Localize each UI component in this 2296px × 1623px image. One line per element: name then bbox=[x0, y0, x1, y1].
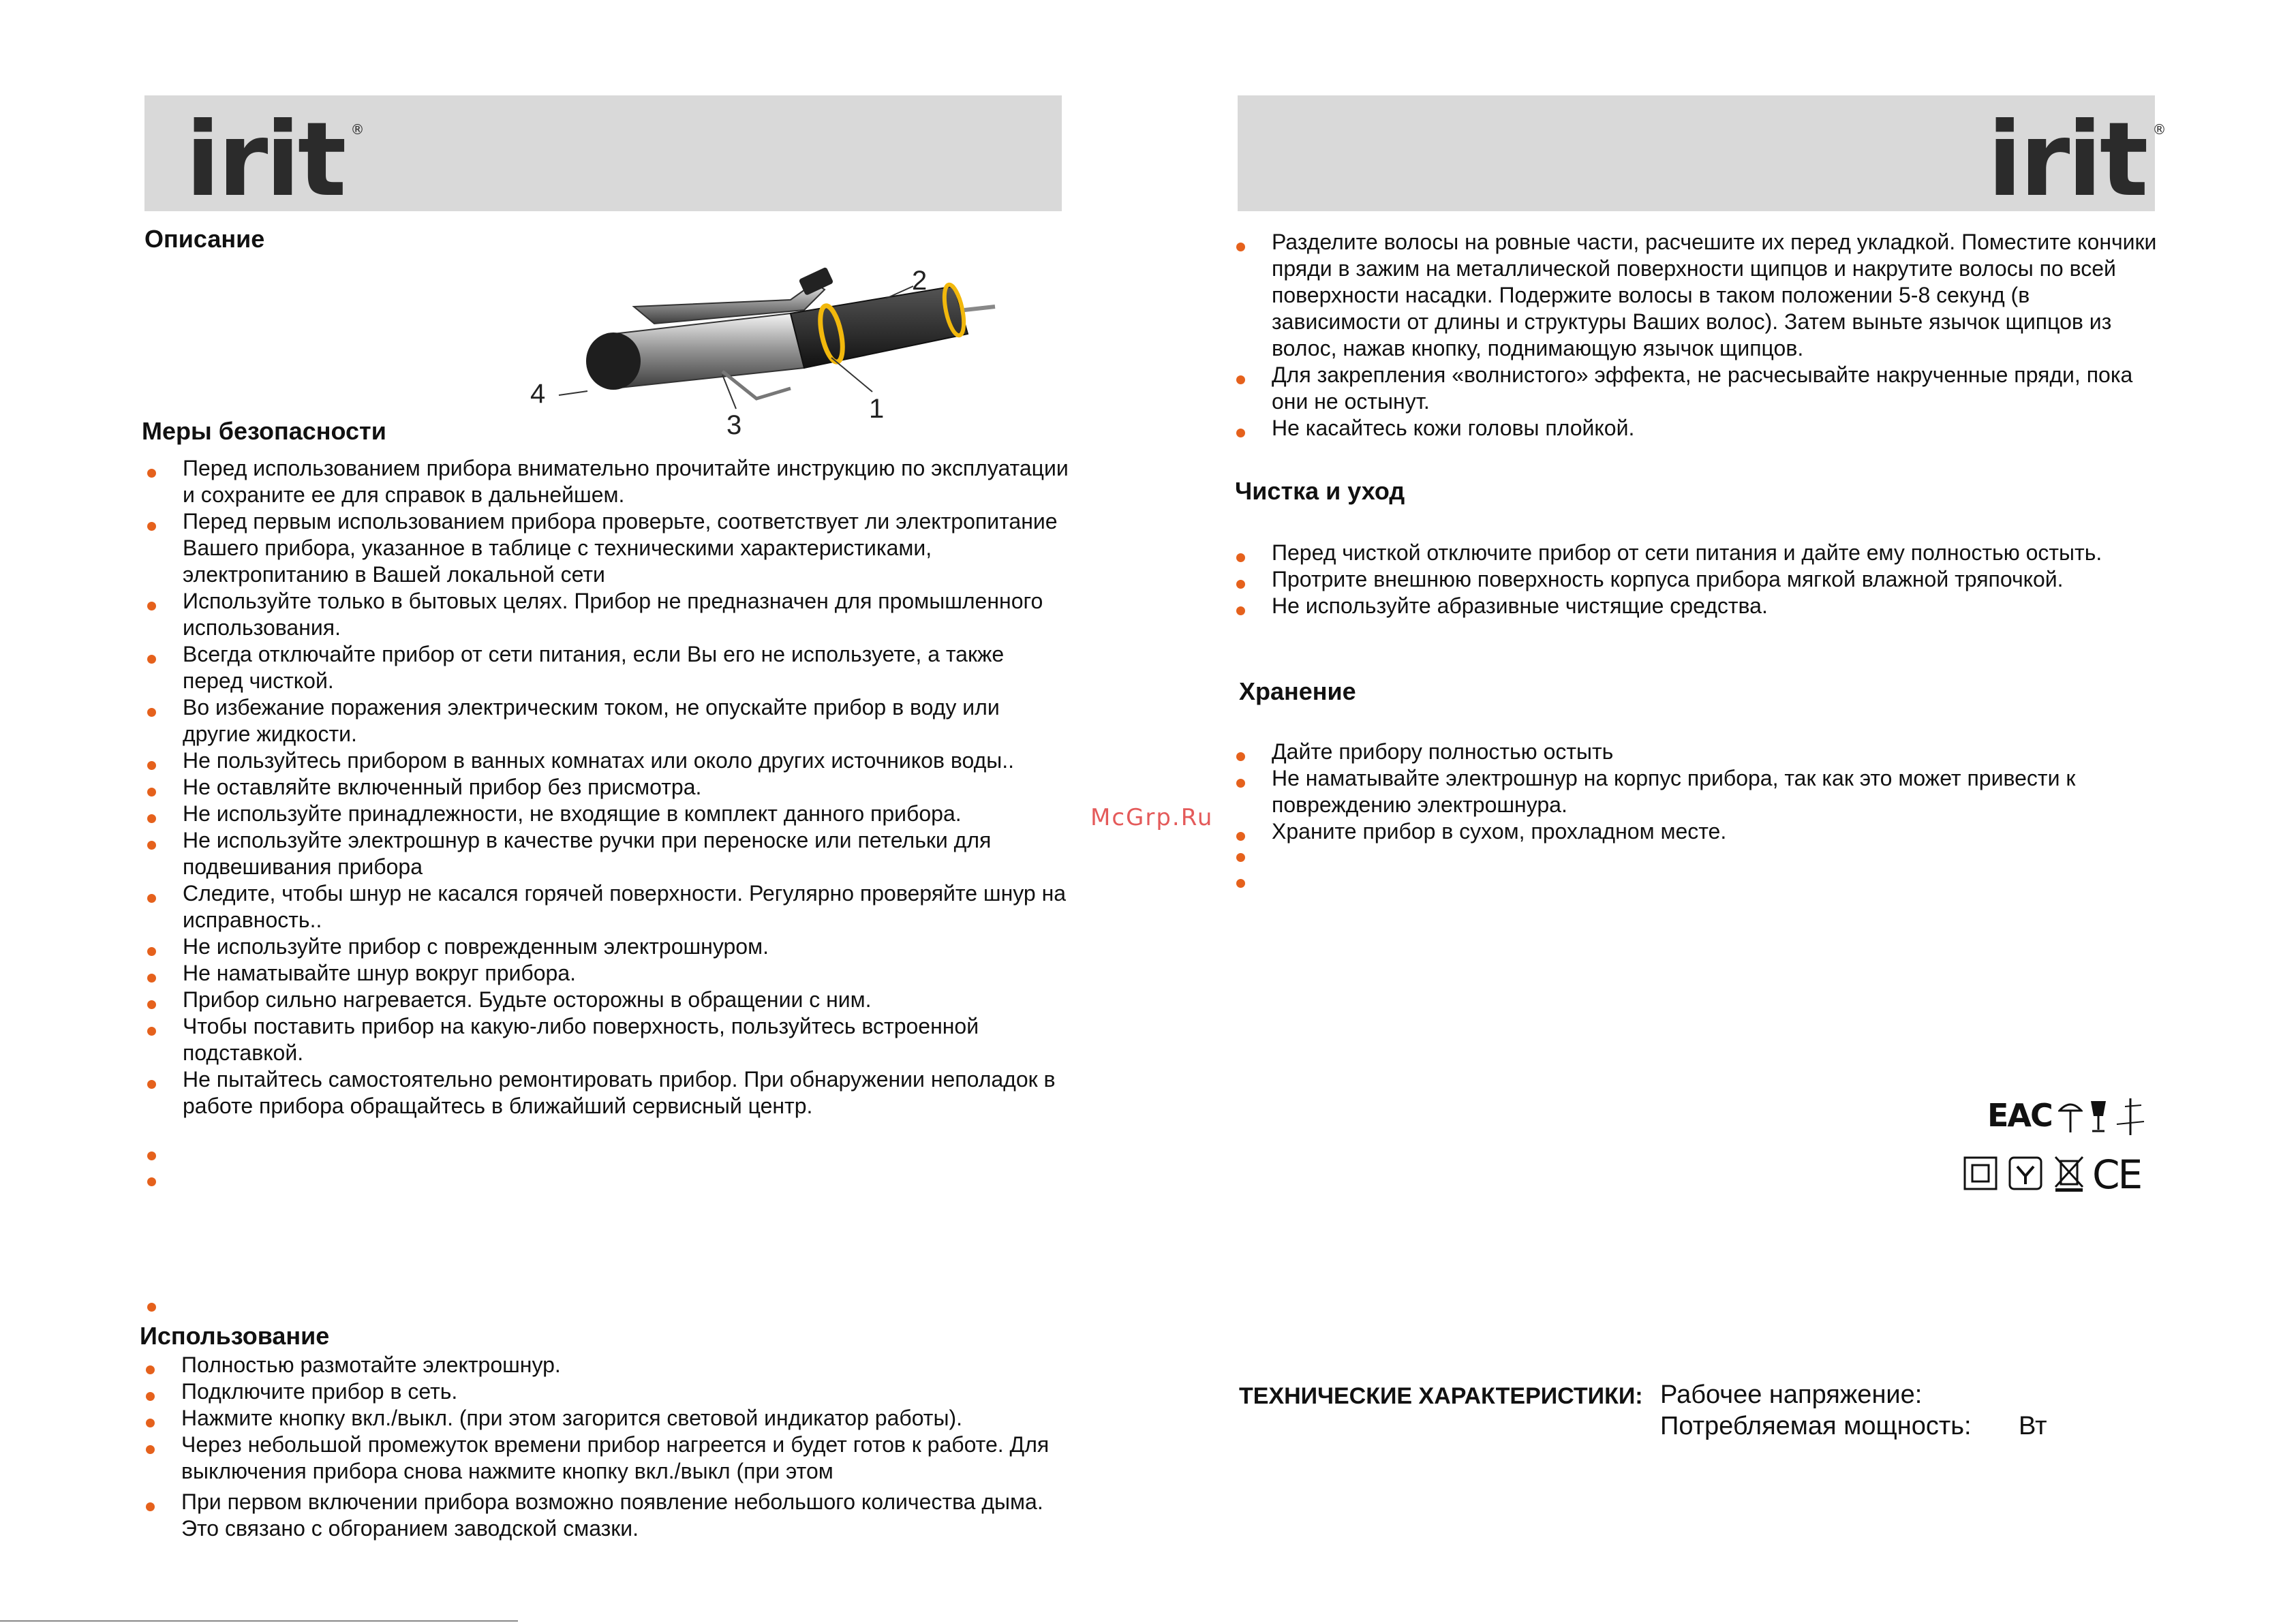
list-item: Прибор сильно нагревается. Будьте осторожны в обращении с ним. bbox=[183, 987, 1069, 1013]
list-item: Дайте прибору полностью остыть bbox=[1272, 739, 2158, 765]
list-item: При первом включении прибора возможно появление небольшого количества дыма. Это связано с обгоранием заводской смазки. bbox=[181, 1489, 1067, 1542]
empty-bullet bbox=[147, 1303, 156, 1312]
list-item: Перед чисткой отключите прибор от сети питания и дайте ему полностью остыть. bbox=[1272, 540, 2158, 566]
list-item: Не наматывайте шнур вокруг прибора. bbox=[183, 960, 1069, 987]
list-item: Не используйте абразивные чистящие средства. bbox=[1272, 593, 2158, 619]
callout-2: 2 bbox=[912, 266, 928, 296]
list-item: Не используйте электрошнур в качестве ручки при переноске или петельки для подвешивания прибора bbox=[183, 827, 1069, 880]
styling-list bbox=[1272, 229, 2158, 442]
list-item: Через небольшой промежуток времени прибор нагреется и будет готов к работе. Для выключения прибора снова нажмите кнопку вкл./выкл (при этом bbox=[181, 1432, 1067, 1485]
list-item: Храните прибор в сухом, прохладном месте. bbox=[1272, 818, 2158, 845]
temperature-icon bbox=[2114, 1097, 2148, 1138]
list-item: Нажмите кнопку вкл./выкл. (при этом загорится световой индикатор работы). bbox=[181, 1405, 1067, 1432]
double-insulation-icon bbox=[1963, 1156, 1998, 1191]
callout-4: 4 bbox=[530, 379, 546, 409]
list-item: Используйте только в бытовых целях. Прибор не предназначен для промышленного использования. bbox=[183, 588, 1069, 641]
safety-heading: Меры безопасности bbox=[142, 417, 386, 445]
cleaning-heading: Чистка и уход bbox=[1235, 477, 1405, 505]
list-item: Подключите прибор в сеть. bbox=[181, 1378, 1067, 1405]
empty-bullet bbox=[1236, 879, 1245, 888]
safety-list bbox=[183, 455, 1069, 1119]
specs-heading: ТЕХНИЧЕСКИЕ ХАРАКТЕРИСТИКИ: bbox=[1239, 1383, 1643, 1409]
ce-mark: CE bbox=[2092, 1151, 2141, 1198]
list-item: Не касайтесь кожи головы плойкой. bbox=[1272, 415, 2158, 442]
empty-bullet bbox=[147, 1177, 156, 1186]
fragile-glass-icon bbox=[2088, 1098, 2109, 1135]
list-item: Полностью размотайте электрошнур. bbox=[181, 1352, 1067, 1378]
weee-bin-icon bbox=[2053, 1154, 2085, 1192]
certification-marks bbox=[1963, 1097, 2154, 1199]
list-item: Во избежание поражения электрическим током, не опускайте прибор в воду или другие жидкости. bbox=[183, 694, 1069, 747]
voltage-label: Рабочее напряжение: bbox=[1660, 1380, 1923, 1409]
storage-list bbox=[1272, 739, 2158, 845]
storage-heading: Хранение bbox=[1239, 677, 1356, 705]
watermark: McGrp.Ru bbox=[1090, 804, 1214, 831]
list-item: Разделите волосы на ровные части, расчешите их перед укладкой. Поместите кончики пряди в зажим на металлической поверхности щипцов и накрутите волосы по всей поверхности насадки. Подержите волосы в таком положении 5-8 секунд (в зависимости от длины и структуры Ваших волос). Затем выньте язычок щипцов из волос, нажав кнопку, поднимающую язычок щипцов. bbox=[1272, 230, 2157, 360]
description-heading: Описание bbox=[144, 225, 265, 253]
list-item: Не пытайтесь самостоятельно ремонтировать прибор. При обнаружении неполадок в работе прибора обращайтесь в ближайший сервисный центр. bbox=[183, 1066, 1069, 1119]
brand-logo-left: irit ® bbox=[185, 101, 365, 219]
umbrella-icon bbox=[2058, 1098, 2083, 1135]
power-label: Потребляемая мощность: bbox=[1660, 1412, 1972, 1440]
callout-3: 3 bbox=[726, 410, 742, 440]
empty-bullet bbox=[1236, 853, 1245, 862]
list-item: Не используйте прибор с поврежденным электрошнуром. bbox=[183, 933, 1069, 960]
cleaning-list bbox=[1272, 540, 2158, 619]
eac-mark: EAC bbox=[1987, 1097, 2052, 1134]
list-item: Не используйте принадлежности, не входящие в комплект данного прибора. bbox=[183, 801, 1069, 827]
list-item: Перед использованием прибора внимательно прочитайте инструкцию по эксплуатации и сохраните ее для справок в дальнейшем. bbox=[183, 456, 1069, 507]
list-item: Всегда отключайте прибор от сети питания, если Вы его не используете, а также перед чисткой. bbox=[183, 641, 1069, 694]
callout-1: 1 bbox=[869, 394, 885, 424]
list-item: Протрите внешнюю поверхность корпуса прибора мягкой влажной тряпочкой. bbox=[1272, 566, 2158, 593]
list-item: Чтобы поставить прибор на какую-либо поверхность, пользуйтесь встроенной подставкой. bbox=[183, 1013, 1069, 1066]
handle-with-care-icon bbox=[2008, 1156, 2043, 1191]
brand-logo-right: irit ® bbox=[1987, 101, 2167, 219]
list-item: Не оставляйте включенный прибор без присмотра. bbox=[183, 774, 1069, 801]
usage-list bbox=[181, 1352, 1067, 1542]
usage-heading: Использование bbox=[140, 1322, 330, 1350]
empty-bullet bbox=[147, 1151, 156, 1160]
curling-iron-illustration bbox=[545, 259, 1022, 422]
list-item: Не пользуйтесь прибором в ванных комнатах или около других источников воды.. bbox=[183, 747, 1069, 774]
list-item: Не наматывайте электрошнур на корпус прибора, так как это может привести к повреждению электрошнура. bbox=[1272, 765, 2158, 818]
power-unit: Вт bbox=[2019, 1412, 2047, 1440]
list-item: Следите, чтобы шнур не касался горячей поверхности. Регулярно проверяйте шнур на исправность.. bbox=[183, 880, 1069, 933]
list-item: Перед первым использованием прибора проверьте, соответствует ли электропитание Вашего прибора, указанное в таблице с техническими характеристиками, электропитанию в Вашей локальной сети bbox=[183, 508, 1069, 588]
list-item: Для закрепления «волнистого» эффекта, не расчесывайте накрученные пряди, пока они не остынут. bbox=[1272, 362, 2158, 415]
footer-divider bbox=[0, 1620, 518, 1622]
